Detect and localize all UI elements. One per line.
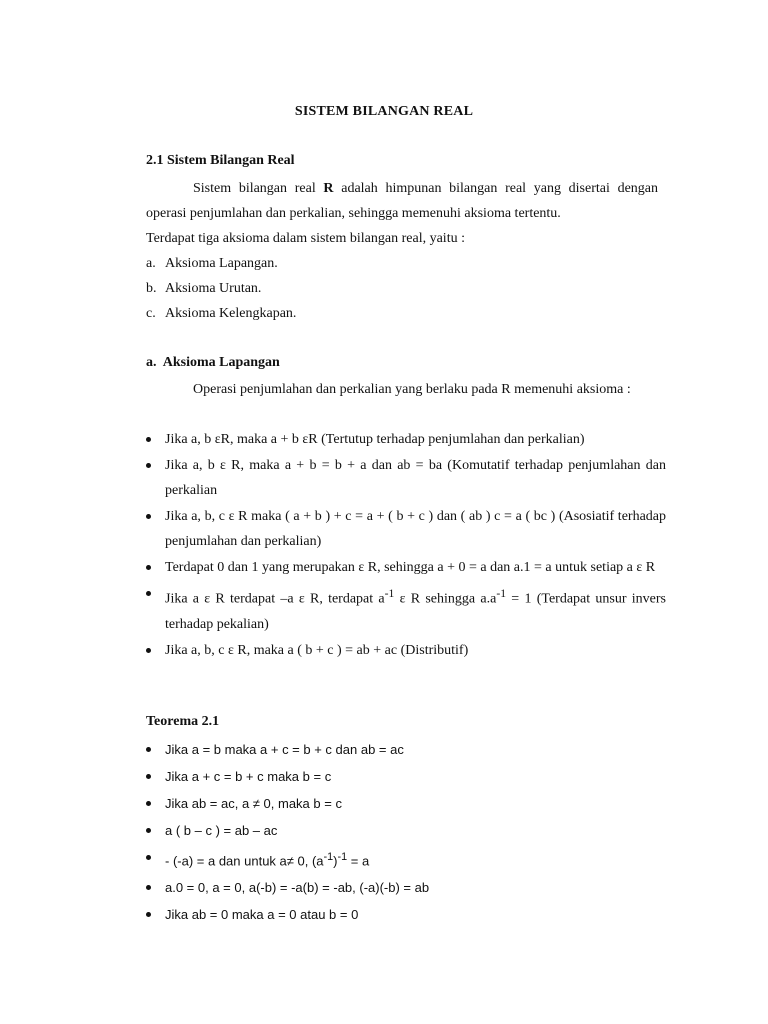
section-heading: 2.1 Sistem Bilangan Real — [146, 153, 295, 168]
intro-line: Terdapat tiga aksioma dalam sistem bilangan real, yaitu : — [146, 231, 465, 246]
list-item — [146, 818, 666, 843]
superscript: -1 — [323, 851, 334, 863]
superscript: -1 — [384, 587, 395, 600]
list-item-text: Jika a + c = b + c maka b = c — [165, 769, 332, 784]
list-item — [146, 555, 666, 580]
list-item-text: Jika a, b ε R, maka a + b = b + a dan ab = ba (Komutatif terhadap penjumlahan dan perkalian — [165, 458, 666, 498]
list-item-text: Jika a = b maka a + c = b + c dan ab = ac — [165, 742, 404, 757]
list-item — [146, 845, 666, 873]
list-item-text: Jika a, b εR, maka a + b εR (Tertutup terhadap penjumlahan dan perkalian) — [165, 432, 585, 447]
bullet-icon — [146, 648, 151, 653]
list-item — [146, 737, 666, 762]
list-item-text: Jika a, b, c ε R maka ( a + b ) + c = a + ( b + c ) dan ( ab ) c = a ( bc ) (Asosiatif terhadap penjumlahan dan perkalian) — [165, 509, 666, 549]
list-item — [146, 453, 666, 503]
theorem-heading: Teorema 2.1 — [146, 714, 220, 729]
bullet-icon — [146, 747, 151, 752]
bullet-icon — [146, 463, 151, 468]
subsection-heading: a. Aksioma Lapangan — [146, 355, 280, 370]
field-axiom-list — [146, 427, 666, 664]
list-item — [146, 638, 666, 663]
theorem-list — [146, 737, 666, 929]
list-marker: c. — [146, 306, 156, 321]
list-item — [146, 902, 666, 927]
intro-text-end: adalah himpunan bilangan real yang disertai dengan operasi penjumlahan dan perkalian, sehingga memenuhi aksioma tertentu. — [146, 181, 658, 221]
list-item — [146, 301, 296, 326]
list-item-text: Terdapat 0 dan 1 yang merupakan ε R, sehingga a + 0 = a dan a.1 = a untuk setiap a ε R — [165, 560, 656, 575]
intro-paragraph — [146, 176, 658, 226]
bullet-icon — [146, 855, 151, 860]
list-item — [146, 581, 666, 637]
theorem-inverse-1: - (-a) = a dan untuk a≠ 0, (a — [165, 853, 324, 869]
list-item-text: Jika ab = 0 maka a = 0 atau b = 0 — [165, 907, 359, 923]
intro-text-start: Sistem bilangan real — [193, 181, 324, 196]
list-item — [146, 276, 261, 301]
theorem-inverse-2: ) — [333, 853, 338, 869]
list-item-text: Aksioma Lapangan. — [165, 256, 278, 271]
list-item-text: Jika ab = ac, a ≠ 0, maka b = c — [165, 796, 342, 811]
list-item-text: Aksioma Urutan. — [165, 281, 262, 296]
inverse-text-3: = 1 (Terdapat unsur invers terhadap pekalian) — [165, 591, 666, 632]
bullet-icon — [146, 437, 151, 442]
theorem-inverse-3: = a — [347, 853, 370, 869]
list-item — [146, 504, 666, 554]
bullet-icon — [146, 828, 151, 833]
page-title: SISTEM BILANGAN REAL — [294, 104, 474, 119]
subsection-intro: Operasi penjumlahan dan perkalian yang berlaku pada R memenuhi aksioma : — [193, 382, 631, 397]
bullet-icon — [146, 885, 151, 890]
list-item — [146, 251, 278, 276]
list-item-text: a ( b – c ) = ab – ac — [165, 823, 278, 838]
bullet-icon — [146, 801, 151, 806]
intro-bold-r: R — [323, 181, 334, 196]
bullet-icon — [146, 591, 151, 596]
bullet-icon — [146, 774, 151, 779]
bullet-icon — [146, 565, 151, 570]
list-marker: a. — [146, 256, 156, 271]
list-item — [146, 427, 666, 452]
list-item-text: Aksioma Kelengkapan. — [165, 306, 297, 321]
bullet-icon — [146, 514, 151, 519]
list-marker: b. — [146, 281, 157, 296]
list-item-text: a.0 = 0, a = 0, a(-b) = -a(b) = -ab, (-a)(-b) = ab — [165, 880, 430, 896]
list-item — [146, 875, 666, 900]
list-item — [146, 791, 666, 816]
list-item-text: Jika a, b, c ε R, maka a ( b + c ) = ab + ac (Distributif) — [165, 642, 469, 658]
superscript: -1 — [496, 587, 507, 600]
bullet-icon — [146, 912, 151, 917]
superscript: -1 — [337, 851, 348, 863]
inverse-text-1: Jika a ε R terdapat –a ε R, terdapat a — [165, 591, 385, 607]
list-item — [146, 764, 666, 789]
inverse-text-2: ε R sehingga a.a — [394, 591, 497, 607]
